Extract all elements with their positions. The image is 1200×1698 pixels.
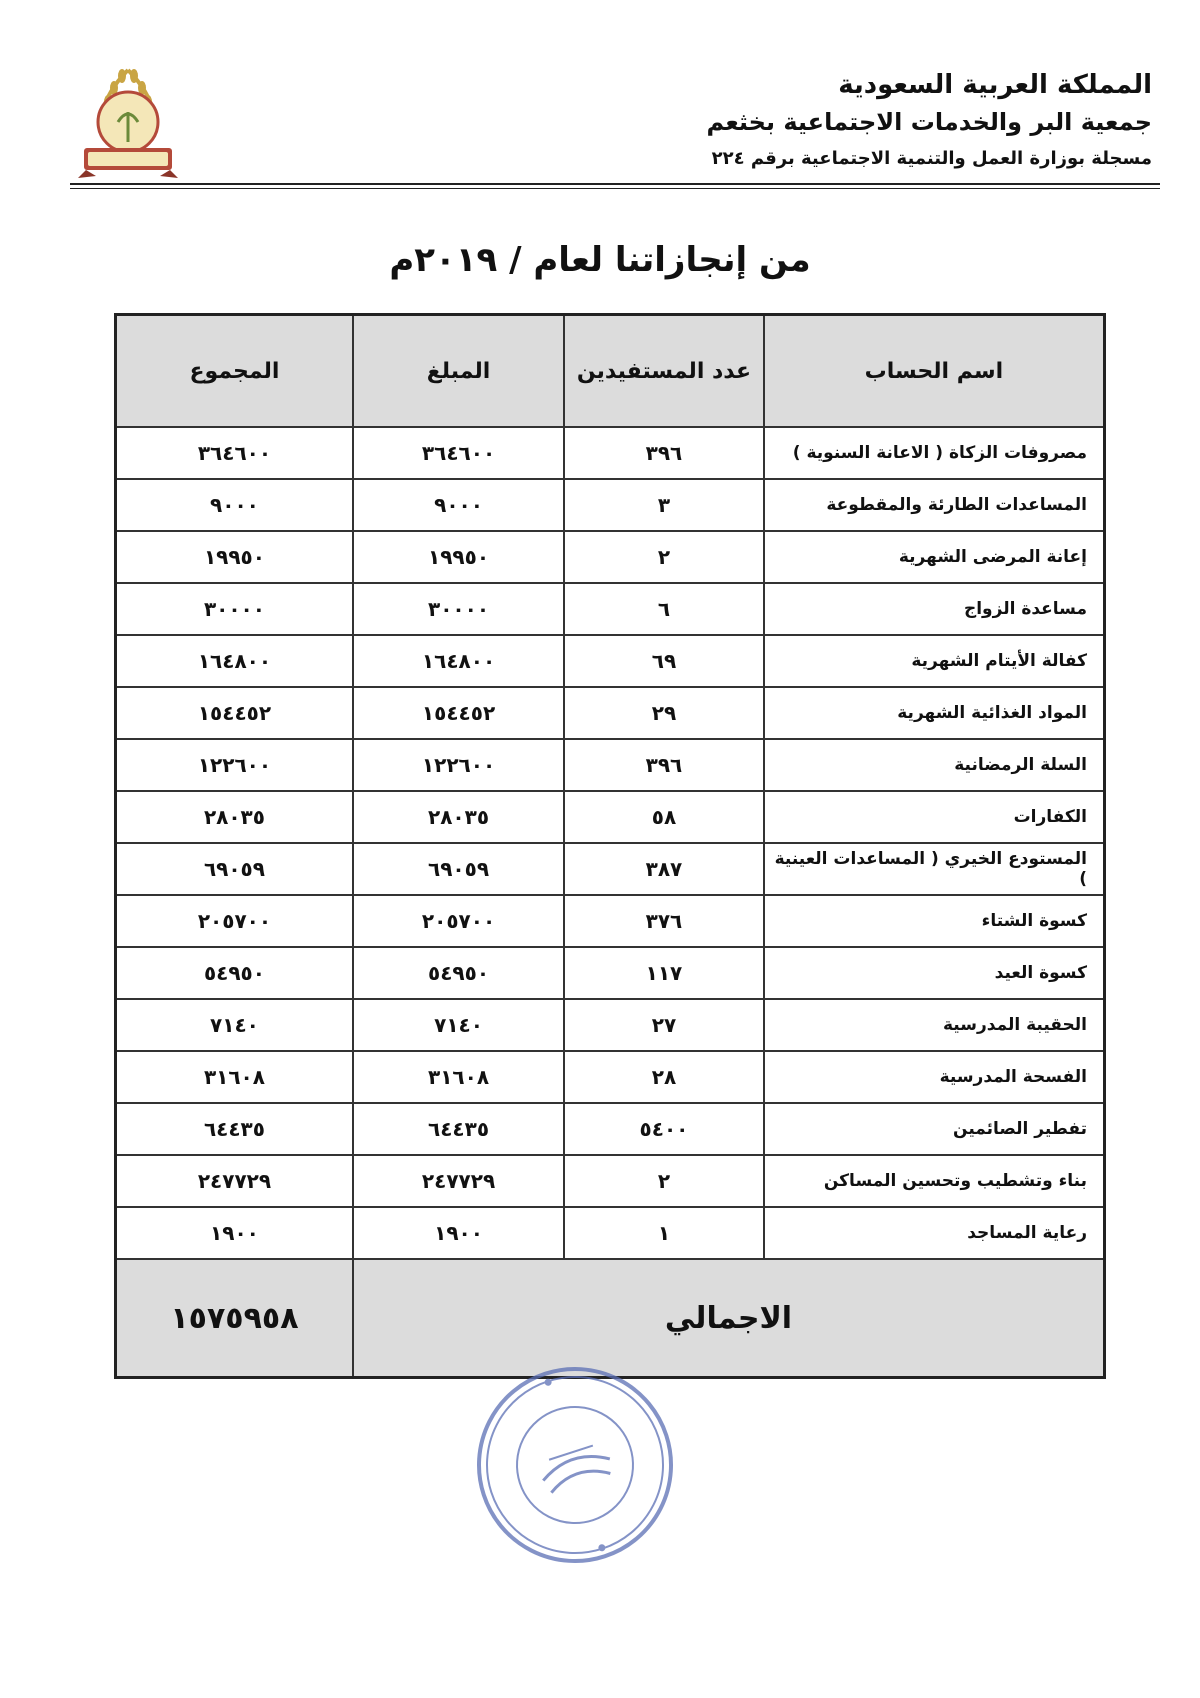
cell-account-name: إعانة المرضى الشهرية <box>764 531 1105 583</box>
table-row <box>116 791 1105 843</box>
cell-account-name: الكفارات <box>764 791 1105 843</box>
cell-amount: ٢٤٧٧٢٩ <box>353 1155 564 1207</box>
cell-beneficiaries-count: ٢ <box>564 1155 764 1207</box>
cell-beneficiaries-count: ٥٨ <box>564 791 764 843</box>
table-row <box>116 895 1105 947</box>
table-row <box>116 427 1105 479</box>
country-name: المملكة العربية السعودية <box>838 70 1152 100</box>
cell-amount: ١٥٤٤٥٢ <box>353 687 564 739</box>
cell-beneficiaries-count: ٦ <box>564 583 764 635</box>
table-row <box>116 583 1105 635</box>
cell-total: ٢٠٥٧٠٠ <box>116 895 353 947</box>
cell-amount: ٧١٤٠ <box>353 999 564 1051</box>
cell-total: ٣٦٤٦٠٠ <box>116 427 353 479</box>
header-rule-thin <box>70 188 1160 189</box>
cell-beneficiaries-count: ٥٤٠٠ <box>564 1103 764 1155</box>
cell-beneficiaries-count: ٣٧٦ <box>564 895 764 947</box>
cell-amount: ٩٠٠٠ <box>353 479 564 531</box>
cell-amount: ٣٦٤٦٠٠ <box>353 427 564 479</box>
cell-account-name: كسوة الشتاء <box>764 895 1105 947</box>
cell-amount: ١٩٩٥٠ <box>353 531 564 583</box>
cell-beneficiaries-count: ٢ <box>564 531 764 583</box>
cell-account-name: مصروفات الزكاة ( الاعانة السنوية ) <box>764 427 1105 479</box>
cell-amount: ١٩٠٠ <box>353 1207 564 1259</box>
cell-beneficiaries-count: ٣٨٧ <box>564 843 764 895</box>
table-row <box>116 947 1105 999</box>
cell-account-name: كفالة الأيتام الشهرية <box>764 635 1105 687</box>
cell-amount: ٢٠٥٧٠٠ <box>353 895 564 947</box>
wheat-emblem-logo-icon <box>72 62 184 182</box>
cell-beneficiaries-count: ١ <box>564 1207 764 1259</box>
cell-beneficiaries-count: ٢٨ <box>564 1051 764 1103</box>
cell-amount: ٢٨٠٣٥ <box>353 791 564 843</box>
cell-total: ٢٤٧٧٢٩ <box>116 1155 353 1207</box>
cell-beneficiaries-count: ٣٩٦ <box>564 739 764 791</box>
cell-account-name: مساعدة الزواج <box>764 583 1105 635</box>
table-row <box>116 479 1105 531</box>
cell-account-name: المساعدات الطارئة والمقطوعة <box>764 479 1105 531</box>
cell-total: ٥٤٩٥٠ <box>116 947 353 999</box>
cell-total: ٩٠٠٠ <box>116 479 353 531</box>
table-row <box>116 843 1105 895</box>
table-row <box>116 1207 1105 1259</box>
letterhead <box>532 70 1152 169</box>
header-account-name: اسم الحساب <box>764 315 1105 428</box>
cell-account-name: الفسحة المدرسية <box>764 1051 1105 1103</box>
header-total: المجموع <box>116 315 353 428</box>
cell-account-name: كسوة العيد <box>764 947 1105 999</box>
table-row <box>116 999 1105 1051</box>
cell-total: ٦٤٤٣٥ <box>116 1103 353 1155</box>
cell-total: ١٩٩٥٠ <box>116 531 353 583</box>
cell-amount: ٦٩٠٥٩ <box>353 843 564 895</box>
cell-amount: ٣١٦٠٨ <box>353 1051 564 1103</box>
table-header-row <box>116 315 1105 428</box>
cell-amount: ٦٤٤٣٥ <box>353 1103 564 1155</box>
cell-account-name: المواد الغذائية الشهرية <box>764 687 1105 739</box>
table-row <box>116 739 1105 791</box>
cell-amount: ٣٠٠٠٠ <box>353 583 564 635</box>
cell-total: ٢٨٠٣٥ <box>116 791 353 843</box>
table-row <box>116 635 1105 687</box>
header-rule <box>70 183 1160 185</box>
grand-total-value: ١٥٧٥٩٥٨ <box>116 1259 353 1378</box>
table-row <box>116 531 1105 583</box>
cell-total: ٧١٤٠ <box>116 999 353 1051</box>
cell-account-name: رعاية المساجد <box>764 1207 1105 1259</box>
page-title: من إنجازاتنا لعام / ٢٠١٩م <box>389 240 811 280</box>
cell-amount: ١٦٤٨٠٠ <box>353 635 564 687</box>
table-row <box>116 1103 1105 1155</box>
cell-account-name: بناء وتشطيب وتحسين المساكن <box>764 1155 1105 1207</box>
cell-total: ١٥٤٤٥٢ <box>116 687 353 739</box>
association-seal-stamp-icon <box>470 1360 680 1570</box>
cell-total: ٦٩٠٥٩ <box>116 843 353 895</box>
organization-name: جمعية البر والخدمات الاجتماعية بخثعم <box>706 108 1152 136</box>
table-row <box>116 1155 1105 1207</box>
cell-account-name: تفطير الصائمين <box>764 1103 1105 1155</box>
cell-total: ٣٠٠٠٠ <box>116 583 353 635</box>
cell-beneficiaries-count: ٢٩ <box>564 687 764 739</box>
cell-total: ١٩٠٠ <box>116 1207 353 1259</box>
cell-account-name: المستودع الخيري ( المساعدات العينية ) <box>764 843 1105 895</box>
table-row <box>116 1051 1105 1103</box>
cell-account-name: الحقيبة المدرسية <box>764 999 1105 1051</box>
achievements-table <box>114 313 1106 1379</box>
cell-amount: ٥٤٩٥٠ <box>353 947 564 999</box>
cell-beneficiaries-count: ٣٩٦ <box>564 427 764 479</box>
cell-total: ٣١٦٠٨ <box>116 1051 353 1103</box>
cell-total: ١٦٤٨٠٠ <box>116 635 353 687</box>
cell-beneficiaries-count: ٢٧ <box>564 999 764 1051</box>
cell-total: ١٢٢٦٠٠ <box>116 739 353 791</box>
cell-amount: ١٢٢٦٠٠ <box>353 739 564 791</box>
cell-beneficiaries-count: ٣ <box>564 479 764 531</box>
registration-line: مسجلة بوزارة العمل والتنمية الاجتماعية برقم ٢٢٤ <box>711 148 1152 169</box>
grand-total-label: الاجمالي <box>353 1259 1105 1378</box>
cell-account-name: السلة الرمضانية <box>764 739 1105 791</box>
header-amount: المبلغ <box>353 315 564 428</box>
table-row <box>116 687 1105 739</box>
header-beneficiaries-count: عدد المستفيدين <box>564 315 764 428</box>
cell-beneficiaries-count: ١١٧ <box>564 947 764 999</box>
cell-beneficiaries-count: ٦٩ <box>564 635 764 687</box>
